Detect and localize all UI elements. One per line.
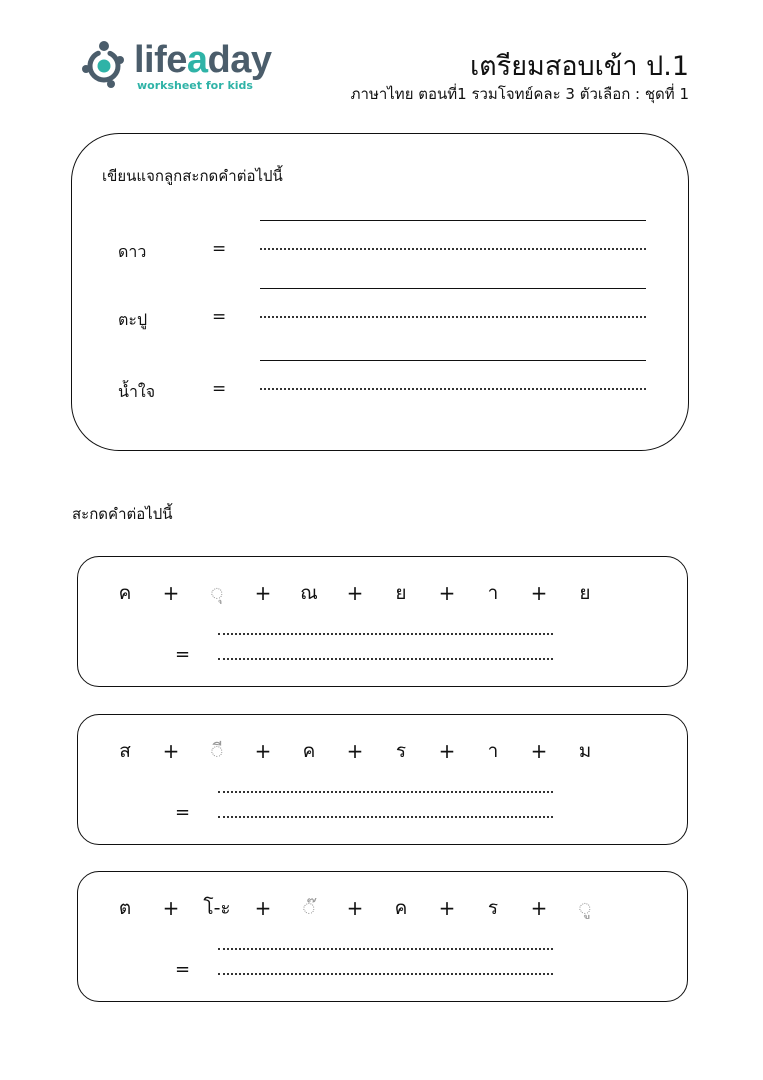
answer-line[interactable]	[260, 288, 646, 289]
spelling-exercise-box	[71, 133, 689, 451]
answer-dotted-line[interactable]	[260, 240, 646, 250]
target-word: น้ำใจ	[118, 382, 156, 401]
brand-tagline: worksheet for kids	[137, 79, 253, 92]
equals-sign: =	[212, 239, 227, 259]
plus-sign: +	[162, 739, 180, 763]
equals-sign: =	[175, 802, 191, 823]
plus-sign: +	[346, 581, 364, 605]
brand-logo	[82, 38, 272, 94]
letter-part: ย	[395, 582, 407, 604]
answer-dotted-line[interactable]	[218, 971, 553, 975]
letter-part: ณ	[300, 582, 318, 604]
page-subtitle: ภาษาไทย ตอนที่1 รวมโจทย์คละ 3 ตัวเลือก : ชุดที่ 1	[350, 85, 689, 103]
letter-part: ส	[119, 740, 131, 762]
letter-part: ◌ี	[211, 740, 223, 762]
spelling-row	[72, 274, 688, 334]
answer-dotted-line[interactable]	[218, 814, 553, 818]
letter-part: ◌๊	[303, 897, 315, 919]
plus-sign: +	[346, 739, 364, 763]
plus-sign: +	[346, 896, 364, 920]
section2-instruction: สะกดคำต่อไปนี้	[72, 505, 173, 523]
letter-part: ร	[395, 740, 407, 762]
plus-sign: +	[438, 896, 456, 920]
letter-part: ค	[394, 897, 408, 919]
letter-part: ย	[579, 582, 591, 604]
plus-sign: +	[530, 739, 548, 763]
letter-part: ค	[118, 582, 132, 604]
equals-sign: =	[212, 307, 227, 327]
plus-sign: +	[438, 739, 456, 763]
molecule-logo-icon	[82, 40, 132, 90]
section1-instruction: เขียนแจกลูกสะกดคำต่อไปนี้	[102, 167, 283, 185]
plus-sign: +	[254, 896, 272, 920]
plus-sign: +	[162, 896, 180, 920]
answer-dotted-line[interactable]	[218, 631, 553, 635]
spelling-row	[72, 206, 688, 266]
letter-part: โ-ะ	[203, 897, 231, 919]
letter-part: ม	[578, 740, 592, 762]
letter-sequence	[78, 579, 687, 607]
plus-sign: +	[438, 581, 456, 605]
target-word: ดาว	[118, 242, 147, 261]
letter-part: ◌ุ	[211, 582, 223, 604]
compose-word-box	[77, 556, 688, 687]
brand-wordmark: lifeaday	[134, 39, 272, 81]
target-word: ตะปู	[118, 310, 148, 329]
plus-sign: +	[162, 581, 180, 605]
equals-sign: =	[212, 379, 227, 399]
letter-sequence	[78, 737, 687, 765]
letter-part: า	[487, 582, 499, 604]
answer-line[interactable]	[260, 360, 646, 361]
answer-dotted-line[interactable]	[260, 380, 646, 390]
answer-dotted-line[interactable]	[218, 946, 553, 950]
equals-sign: =	[175, 644, 191, 665]
answer-dotted-line[interactable]	[218, 656, 553, 660]
equals-sign: =	[175, 959, 191, 980]
plus-sign: +	[530, 896, 548, 920]
letter-part: า	[487, 740, 499, 762]
answer-dotted-line[interactable]	[260, 308, 646, 318]
spelling-row	[72, 346, 688, 406]
compose-word-box	[77, 871, 688, 1002]
answer-dotted-line[interactable]	[218, 789, 553, 793]
plus-sign: +	[254, 739, 272, 763]
letter-part: ค	[302, 740, 316, 762]
letter-part: ร	[487, 897, 499, 919]
letter-part: ◌ู	[579, 897, 591, 919]
letter-sequence	[78, 894, 687, 922]
plus-sign: +	[254, 581, 272, 605]
plus-sign: +	[530, 581, 548, 605]
page-title: เตรียมสอบเข้า ป.1	[469, 51, 689, 82]
compose-word-box	[77, 714, 688, 845]
letter-part: ต	[118, 897, 132, 919]
answer-line[interactable]	[260, 220, 646, 221]
